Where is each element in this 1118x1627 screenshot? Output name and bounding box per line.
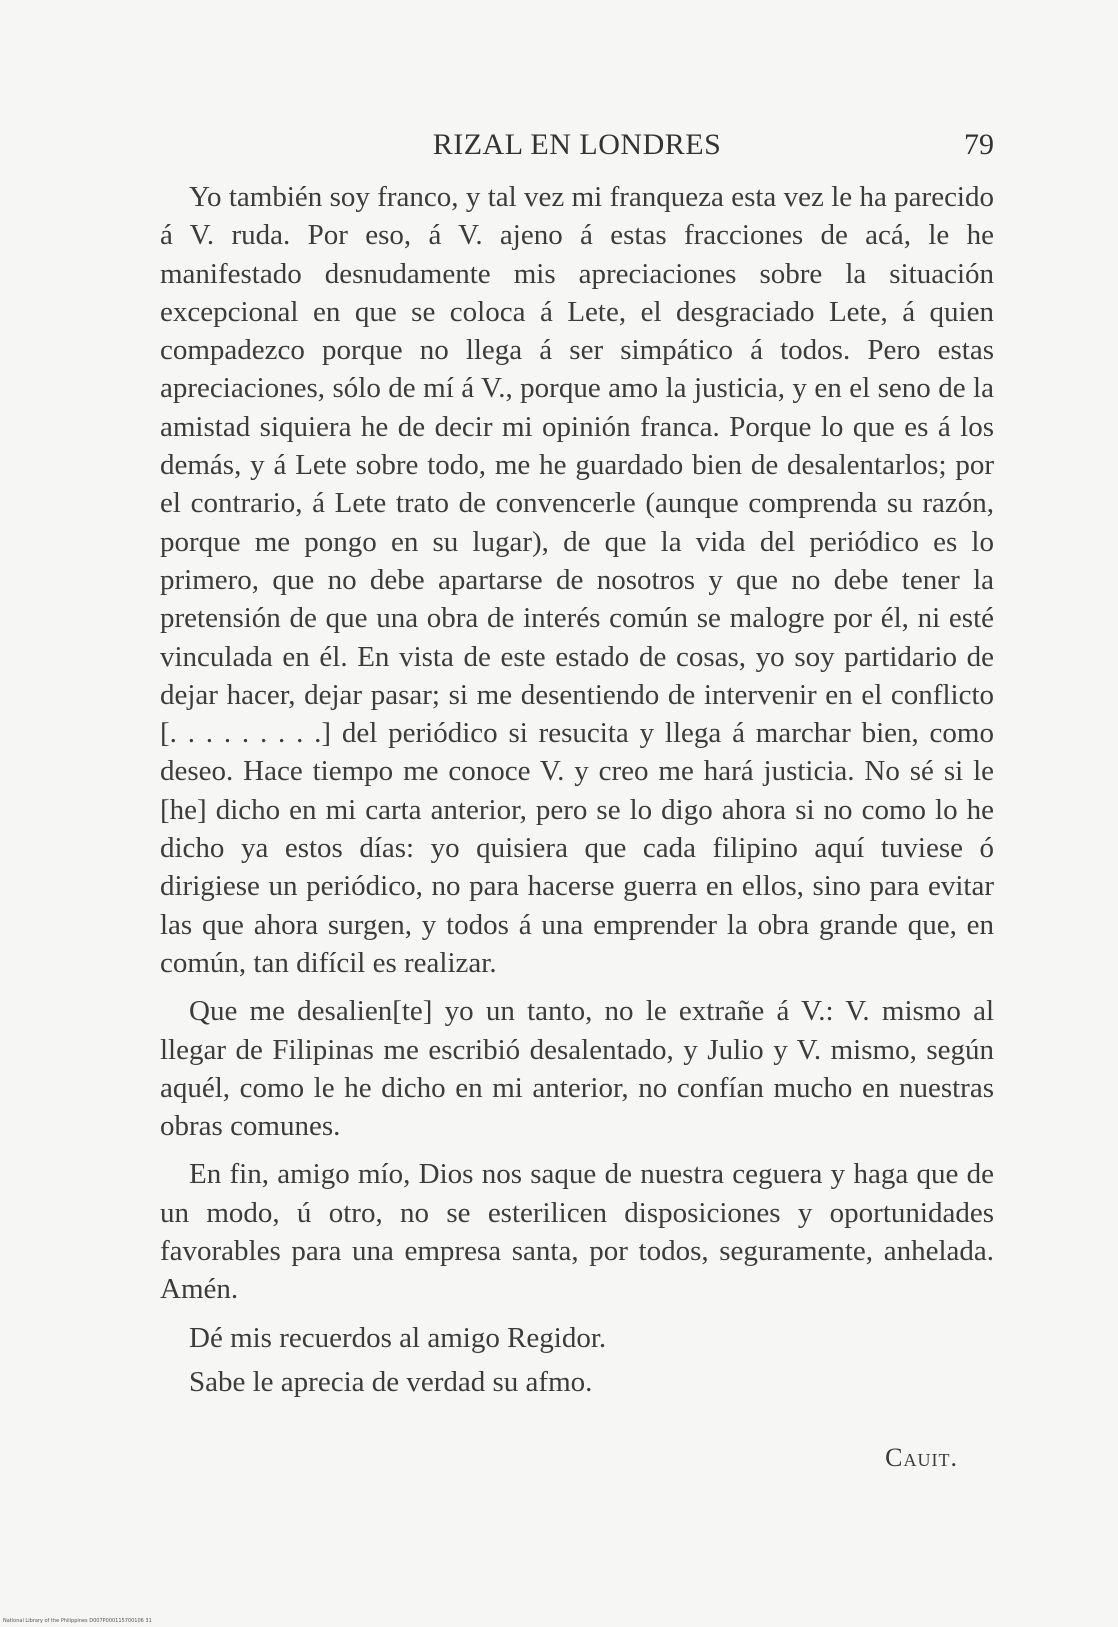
paragraph-1: Yo también soy franco, y tal vez mi franqueza esta vez le ha parecido á V. ruda. Por eso, á V. ajeno á estas fracciones de acá, le he manifestado desnudamente mis apreciaciones sobre la situación excepcional en que se coloca á Lete, el desgraciado Lete, á quien compadezco porque no llega á ser simpático á todos. Pero estas apreciaciones, sólo de mí á V., porque amo la justicia, y en el seno de la amistad siquiera he de decir mi opinión franca. Porque lo que es á los demás, y á Lete sobre todo, me he guardado bien de desalentarlos; por el contrario, á Lete trato de convencerle (aunque comprenda su razón, porque me pongo en su lugar), de que la vida del periódico es lo primero, que no debe apartarse de nosotros y que no debe tener la pretensión de que una obra de interés común se malogre por él, ni esté vinculada en él. En vista de este estado de cosas, yo soy partidario de dejar hacer, dejar pasar; si me desentiendo de intervenir en el conflicto [. . . . . . . . .] del periódico si resucita y llega á marchar bien, como deseo. Hace tiempo me conoce V. y creo me hará justicia. No sé si le [he] dicho en mi carta anterior, pero se lo digo ahora si no como lo he dicho ya estos días: yo quisiera que cada filipino aquí tuviese ó dirigiese un periódico, no para hacerse guerra en ellos, sino para evitar las que ahora surgen, y todos á una emprender la obra grande que, en común, tan difícil es realizar. — [160, 181, 994, 979]
paragraph-3: En fin, amigo mío, Dios nos saque de nuestra ceguera y haga que de un modo, ú otro, no se esterilicen disposiciones y oportunidades favorables para una empresa santa, por todos, seguramente, anhelada. Amén. — [160, 1158, 994, 1306]
running-title: RIZAL EN LONDRES — [432, 128, 722, 161]
paragraph-4: Dé mis recuerdos al amigo Regidor. — [189, 1321, 607, 1354]
page-number: 79 — [964, 128, 994, 161]
paragraph-2: Que me desalien[te] yo un tanto, no le extrañe á V.: V. mismo al llegar de Filipinas me escribió desalentado, y Julio y V. mismo, según aquél, como le he dicho en mi anterior, no confían mucho en nuestras obras comunes. — [160, 995, 994, 1143]
page-header — [160, 118, 994, 168]
scan-credit: National Library of the Philippines D007P000115700106 31 — [3, 1618, 152, 1624]
paragraph-5: Sabe le aprecia de verdad su afmo. — [189, 1365, 593, 1398]
body-text — [160, 178, 994, 1407]
signature: Cauit. — [885, 1443, 958, 1472]
